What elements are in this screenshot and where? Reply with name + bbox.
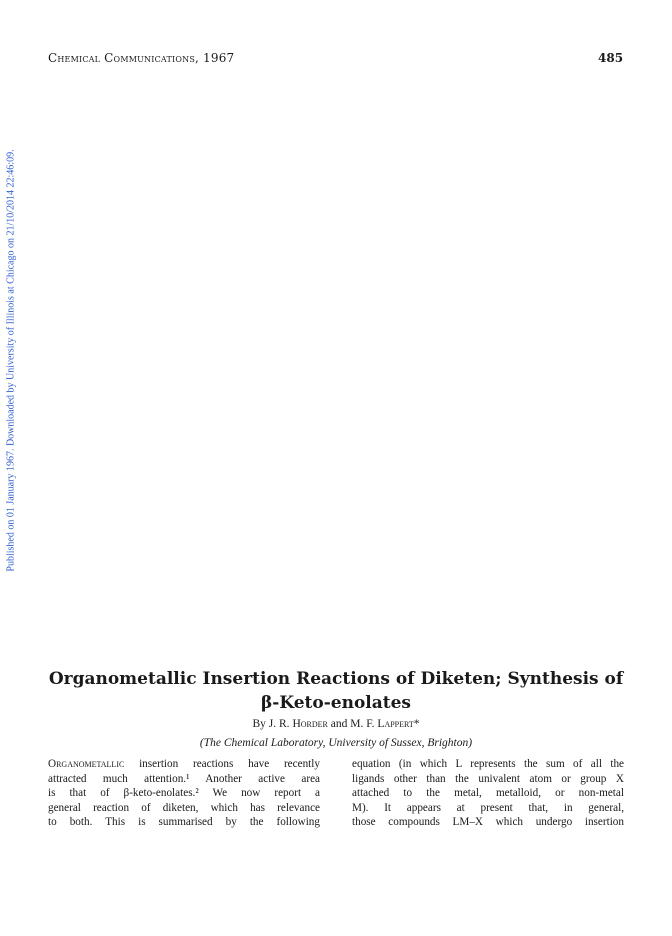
body-line: those compounds LM–X which undergo insertion	[352, 816, 624, 829]
body-line: equation (in which L represents the sum of all the	[352, 758, 624, 770]
journal-name: Chemical Communications	[48, 51, 195, 65]
body-line: ligands other than the univalent atom or group X	[352, 772, 624, 785]
journal-year: , 1967	[195, 51, 235, 65]
author-lappert: Lappert*	[377, 718, 420, 730]
body-line: general reaction of diketen, which has relevance	[48, 801, 320, 814]
download-sidebar[interactable]	[3, 130, 19, 590]
body-column-right	[352, 757, 624, 830]
lead-word: Organometallic	[48, 758, 125, 770]
page-number: 485	[598, 51, 624, 65]
body-line: attracted much attention.¹ Another active area	[48, 772, 320, 785]
byline-by: By J. R.	[252, 718, 293, 730]
download-note[interactable]: Published on 01 January 1967. Downloaded by University of Illinois at Chicago on 21/10/2014 22:46:09.	[5, 148, 17, 572]
body-line: attached to the metal, metalloid, or non-metal	[352, 787, 624, 800]
body-line: is that of β-keto-enolates.² We now report a	[48, 787, 320, 800]
byline-and: and M. F.	[327, 718, 378, 730]
affiliation: (The Chemical Laboratory, University of Sussex, Brighton)	[199, 737, 473, 749]
journal-header	[48, 51, 234, 65]
title-line-2: β-Keto-enolates	[260, 693, 412, 713]
body-line: to both. This is summarised by the following	[48, 816, 320, 829]
body-line: Organometallic insertion reactions have recently	[48, 758, 320, 770]
author-horder: Horder	[292, 718, 328, 730]
title-line-1: Organometallic Insertion Reactions of Diketen; Synthesis of	[48, 669, 624, 689]
body-column-left	[48, 757, 320, 830]
article-title	[40, 667, 632, 715]
byline	[40, 718, 632, 730]
body-line: M). It appears at present that, in general,	[352, 801, 624, 814]
